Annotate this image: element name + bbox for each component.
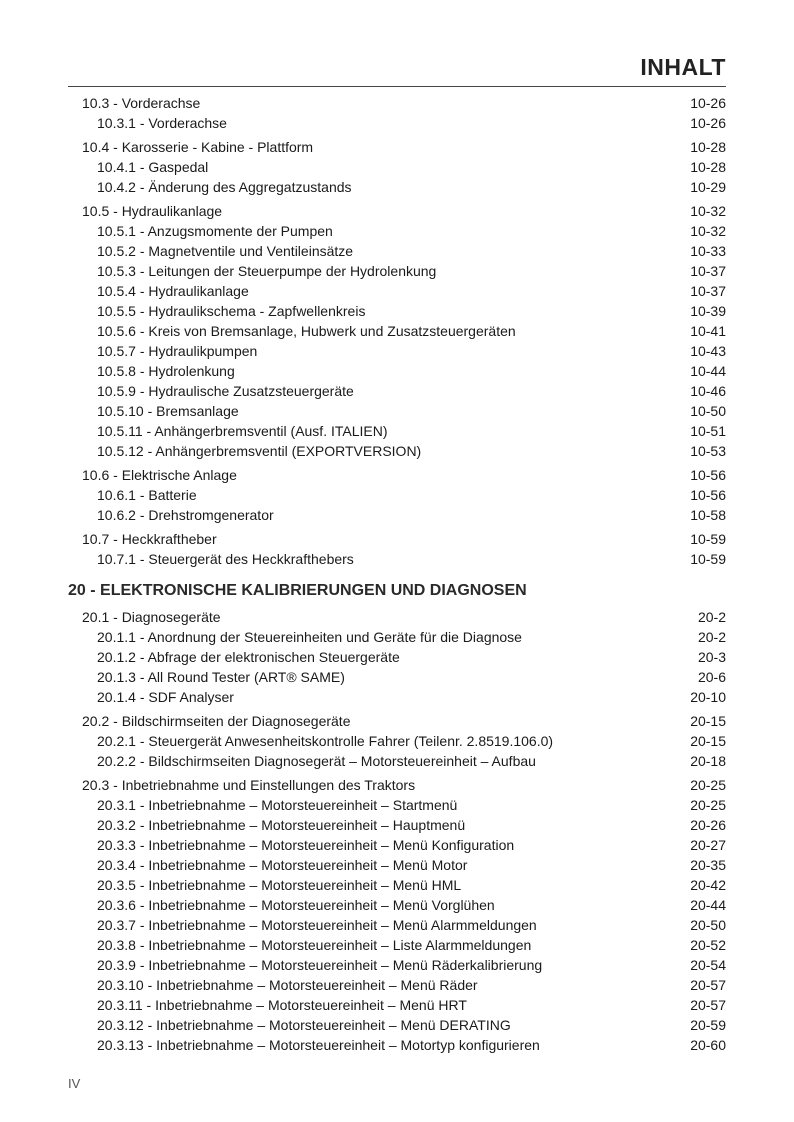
toc-section-title: 10.4 - Karosserie - Kabine - Plattform: [82, 139, 314, 155]
toc-page-number: 10-26: [690, 115, 726, 131]
toc-page-number: 10-44: [690, 363, 726, 379]
toc-page-number: 10-32: [690, 223, 726, 239]
toc-entry-title: 20.3.5 - Inbetriebnahme – Motorsteuereinheit – Menü HML: [97, 877, 462, 893]
toc-entry[interactable]: [68, 505, 726, 525]
toc-page-number: 20-35: [690, 857, 726, 873]
toc-page-number: 10-37: [690, 263, 726, 279]
toc-page-number: 10-26: [690, 95, 726, 111]
toc-page-number: 10-46: [690, 383, 726, 399]
toc-entry-title: 20.3.10 - Inbetriebnahme – Motorsteuereinheit – Menü Räder: [97, 977, 478, 993]
toc-entry[interactable]: [68, 667, 726, 687]
toc-entry-title: 20.1.4 - SDF Analyser: [97, 689, 234, 705]
toc-page-number: 20-15: [690, 733, 726, 749]
toc-entry[interactable]: [68, 441, 726, 461]
header-divider: [68, 86, 726, 87]
toc-entry[interactable]: [68, 261, 726, 281]
toc-page-number: 10-37: [690, 283, 726, 299]
spacer: [68, 569, 726, 579]
toc-entry[interactable]: [68, 421, 726, 441]
toc-page-number: 20-57: [690, 977, 726, 993]
toc-page-number: 20-27: [690, 837, 726, 853]
toc-entry[interactable]: [68, 795, 726, 815]
toc-entry[interactable]: [68, 895, 726, 915]
toc-entry-title: 10.3.1 - Vorderachse: [97, 115, 227, 131]
toc-entry-title: 10.5.4 - Hydraulikanlage: [97, 283, 249, 299]
toc-entry[interactable]: [68, 361, 726, 381]
toc-entry-title: 20.3.3 - Inbetriebnahme – Motorsteuereinheit – Menü Konfiguration: [97, 837, 515, 853]
toc-entry-title: 10.5.7 - Hydraulikpumpen: [97, 343, 258, 359]
toc-entry[interactable]: [68, 731, 726, 751]
toc-entry-title: 20.3.4 - Inbetriebnahme – Motorsteuereinheit – Menü Motor: [97, 857, 468, 873]
toc-page-number: 20-2: [697, 629, 726, 645]
toc-section-title: 10.3 - Vorderachse: [82, 95, 201, 111]
toc-entry[interactable]: [68, 485, 726, 505]
toc-page-number: 10-29: [690, 179, 726, 195]
toc-entry[interactable]: [68, 157, 726, 177]
toc-section-title: 10.6 - Elektrische Anlage: [82, 467, 237, 483]
toc-section-title: 10.5 - Hydraulikanlage: [82, 203, 223, 219]
toc-entry-title: 10.6.1 - Batterie: [97, 487, 197, 503]
toc-page-number: 20-52: [690, 937, 726, 953]
toc-section[interactable]: [68, 465, 726, 485]
toc-entry[interactable]: [68, 281, 726, 301]
toc-entry-title: 20.3.2 - Inbetriebnahme – Motorsteuereinheit – Hauptmenü: [97, 817, 466, 833]
toc-entry[interactable]: [68, 241, 726, 261]
toc-page-number: 10-51: [690, 423, 726, 439]
toc-entry[interactable]: [68, 647, 726, 667]
toc-entry[interactable]: [68, 975, 726, 995]
table-of-contents: [68, 93, 726, 1055]
toc-entry[interactable]: [68, 549, 726, 569]
toc-entry[interactable]: [68, 177, 726, 197]
toc-entry-title: 20.1.2 - Abfrage der elektronischen Steuergeräte: [97, 649, 400, 665]
toc-entry[interactable]: [68, 751, 726, 771]
toc-entry[interactable]: [68, 835, 726, 855]
toc-page-number: 20-3: [697, 649, 726, 665]
toc-entry-title: 10.5.6 - Kreis von Bremsanlage, Hubwerk und Zusatzsteuergeräten: [97, 323, 516, 339]
toc-page-number: 10-50: [690, 403, 726, 419]
toc-entry-title: 10.5.5 - Hydraulikschema - Zapfwellenkreis: [97, 303, 366, 319]
toc-page-number: 20-26: [690, 817, 726, 833]
toc-page-number: 20-25: [690, 797, 726, 813]
toc-entry-title: 20.3.12 - Inbetriebnahme – Motorsteuereinheit – Menü DERATING: [97, 1017, 511, 1033]
toc-entry-title: 10.5.1 - Anzugsmomente der Pumpen: [97, 223, 333, 239]
toc-page-number: 10-28: [690, 159, 726, 175]
toc-entry[interactable]: [68, 955, 726, 975]
toc-entry-title: 10.6.2 - Drehstromgenerator: [97, 507, 274, 523]
toc-page-number: 20-2: [697, 609, 726, 625]
toc-section[interactable]: [68, 93, 726, 113]
toc-page-number: 10-33: [690, 243, 726, 259]
toc-entry[interactable]: [68, 627, 726, 647]
toc-entry[interactable]: [68, 401, 726, 421]
toc-entry-title: 20.3.13 - Inbetriebnahme – Motorsteuereinheit – Motortyp konfigurieren: [97, 1037, 540, 1053]
toc-page-number: 20-6: [697, 669, 726, 685]
toc-section[interactable]: [68, 201, 726, 221]
toc-entry-title: 10.4.2 - Änderung des Aggregatzustands: [97, 179, 352, 195]
toc-entry-title: 20.3.8 - Inbetriebnahme – Motorsteuereinheit – Liste Alarmmeldungen: [97, 937, 532, 953]
toc-entry-title: 20.3.11 - Inbetriebnahme – Motorsteuereinheit – Menü HRT: [97, 997, 467, 1013]
toc-entry[interactable]: [68, 341, 726, 361]
toc-page-number: 10-56: [690, 487, 726, 503]
toc-entry[interactable]: [68, 915, 726, 935]
toc-page-number: 10-39: [690, 303, 726, 319]
toc-entry-title: 10.5.9 - Hydraulische Zusatzsteuergeräte: [97, 383, 354, 399]
toc-section[interactable]: [68, 607, 726, 627]
toc-page-number: 10-59: [690, 531, 726, 547]
toc-entry[interactable]: [68, 875, 726, 895]
toc-page-number: 20-42: [690, 877, 726, 893]
toc-entry-title: 20.2.1 - Steuergerät Anwesenheitskontrolle Fahrer (Teilenr. 2.8519.106.0): [97, 733, 554, 749]
toc-page-number: 10-28: [690, 139, 726, 155]
toc-section[interactable]: [68, 137, 726, 157]
toc-entry-title: 10.5.8 - Hydrolenkung: [97, 363, 235, 379]
toc-entry[interactable]: [68, 381, 726, 401]
toc-entry[interactable]: [68, 301, 726, 321]
footer-page-number: IV: [68, 1076, 81, 1091]
toc-entry-title: 20.3.1 - Inbetriebnahme – Motorsteuereinheit – Startmenü: [97, 797, 458, 813]
toc-entry[interactable]: [68, 321, 726, 341]
toc-page-number: 20-18: [690, 753, 726, 769]
toc-entry[interactable]: [68, 995, 726, 1015]
toc-section-title: 20.2 - Bildschirmseiten der Diagnosegeräte: [82, 713, 351, 729]
toc-section[interactable]: [68, 529, 726, 549]
toc-page-number: 20-59: [690, 1017, 726, 1033]
toc-page-number: 20-60: [690, 1037, 726, 1053]
toc-entry-title: 20.1.3 - All Round Tester (ART® SAME): [97, 669, 345, 685]
toc-page-number: 10-32: [690, 203, 726, 219]
chapter-heading[interactable]: [68, 579, 726, 603]
page-title: INHALT: [640, 54, 726, 80]
toc-entry-title: 10.5.3 - Leitungen der Steuerpumpe der Hydrolenkung: [97, 263, 437, 279]
toc-section-title: 10.7 - Heckkraftheber: [82, 531, 217, 547]
toc-section-title: 20.1 - Diagnosegeräte: [82, 609, 221, 625]
toc-entry-title: 10.7.1 - Steuergerät des Heckkrafthebers: [97, 551, 354, 567]
toc-page-number: 10-43: [690, 343, 726, 359]
toc-entry[interactable]: [68, 935, 726, 955]
toc-entry[interactable]: [68, 1015, 726, 1035]
toc-entry-title: 10.5.10 - Bremsanlage: [97, 403, 239, 419]
toc-page-number: 10-59: [690, 551, 726, 567]
chapter-title: 20 - ELEKTRONISCHE KALIBRIERUNGEN UND DIAGNOSEN: [68, 582, 527, 599]
toc-page-number: 20-25: [690, 777, 726, 793]
toc-page-number: 20-44: [690, 897, 726, 913]
toc-page-number: 20-54: [690, 957, 726, 973]
toc-page-number: 10-53: [690, 443, 726, 459]
toc-page-number: 10-58: [690, 507, 726, 523]
toc-section[interactable]: [68, 775, 726, 795]
toc-entry[interactable]: [68, 1035, 726, 1055]
toc-page-number: 10-56: [690, 467, 726, 483]
toc-entry[interactable]: [68, 855, 726, 875]
toc-entry-title: 20.3.7 - Inbetriebnahme – Motorsteuereinheit – Menü Alarmmeldungen: [97, 917, 537, 933]
toc-entry-title: 20.3.9 - Inbetriebnahme – Motorsteuereinheit – Menü Räderkalibrierung: [97, 957, 543, 973]
toc-entry[interactable]: [68, 221, 726, 241]
toc-entry[interactable]: [68, 113, 726, 133]
toc-entry-title: 10.5.12 - Anhängerbremsventil (EXPORTVERSION): [97, 443, 422, 459]
toc-section[interactable]: [68, 711, 726, 731]
toc-entry[interactable]: [68, 687, 726, 707]
toc-section-title: 20.3 - Inbetriebnahme und Einstellungen des Traktors: [82, 777, 416, 793]
toc-entry-title: 10.5.11 - Anhängerbremsventil (Ausf. ITALIEN): [97, 423, 388, 439]
toc-page-number: 20-57: [690, 997, 726, 1013]
toc-entry-title: 20.1.1 - Anordnung der Steuereinheiten und Geräte für die Diagnose: [97, 629, 522, 645]
toc-entry[interactable]: [68, 815, 726, 835]
toc-page-number: 10-41: [690, 323, 726, 339]
toc-page-number: 20-10: [690, 689, 726, 705]
toc-entry-title: 10.4.1 - Gaspedal: [97, 159, 209, 175]
toc-page-number: 20-15: [690, 713, 726, 729]
toc-entry-title: 20.2.2 - Bildschirmseiten Diagnosegerät – Motorsteuereinheit – Aufbau: [97, 753, 536, 769]
toc-page-number: 20-50: [690, 917, 726, 933]
toc-entry-title: 10.5.2 - Magnetventile und Ventileinsätze: [97, 243, 354, 259]
toc-entry-title: 20.3.6 - Inbetriebnahme – Motorsteuereinheit – Menü Vorglühen: [97, 897, 495, 913]
